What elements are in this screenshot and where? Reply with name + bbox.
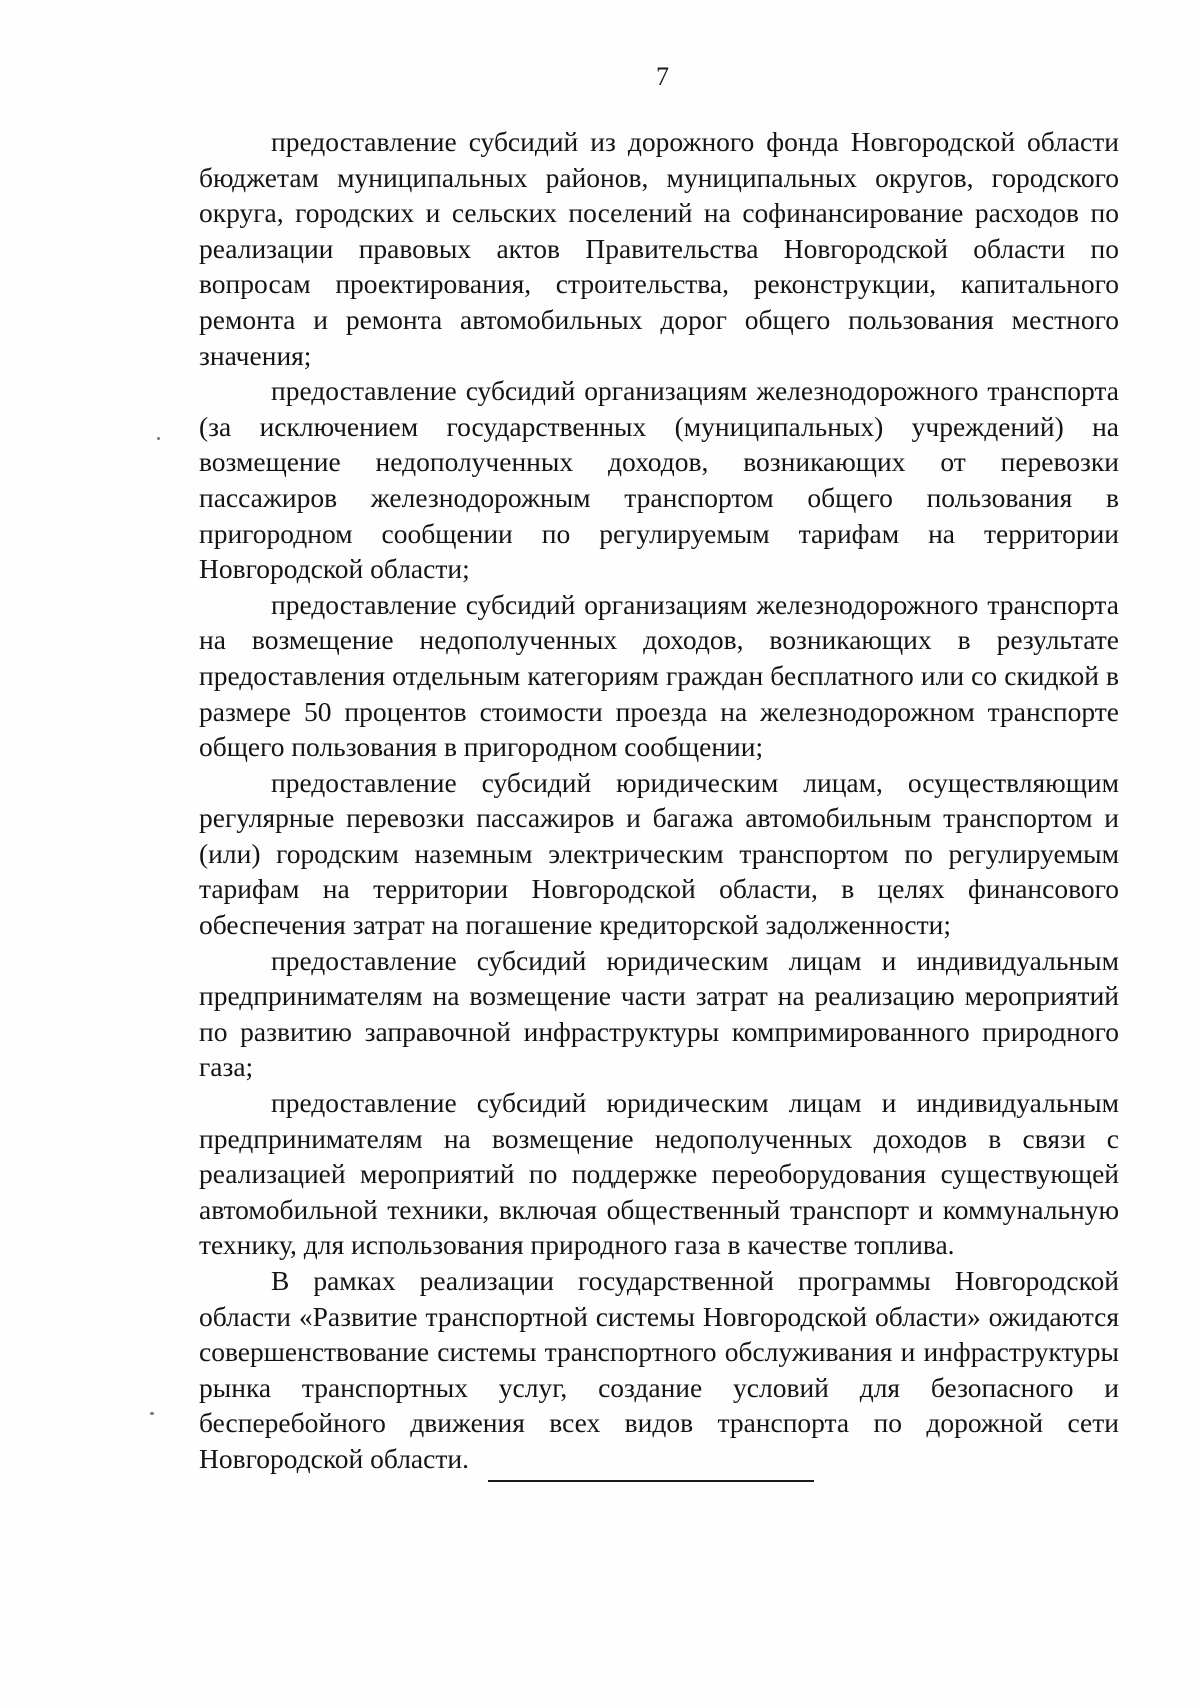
paragraph-railway-subsidies-discounts: предоставление субсидий организациям железнодорожного транспорта на возмещение недополученных доходов, возникающих в результате предоставления отдельным категориям граждан бесплатного или со скидкой в размере 50 процентов стоимости проезда на железнодорожном транспорте общего пользования в пригородном сообщении;	[199, 588, 1119, 763]
paragraph-gas-infrastructure-subsidies: предоставление субсидий юридическим лицам и индивидуальным предпринимателям на возмещение части затрат на реализацию мероприятий по развитию заправочной инфраструктуры компримированного природного газа;	[199, 944, 1119, 1083]
paragraph-railway-subsidies-tariffs: предоставление субсидий организациям железнодорожного транспорта (за исключением государственных (муниципальных) учреждений) на возмещение недополученных доходов, возникающих от перевозки пассажиров железнодорожным транспортом общего пользования в пригородном сообщении по регулируемым тарифам на территории Новгородской области;	[199, 375, 1119, 585]
scan-speck	[157, 437, 160, 440]
end-of-text-rule	[488, 1480, 814, 1482]
paragraph-program-expectations: В рамках реализации государственной программы Новгородской области «Развитие транспортной системы Новгородской области» ожидаются совершенствование системы транспортного обслуживания и инфраструктуры рынка транспортных услуг, создание условий для безопасного и бесперебойного движения всех видов транспорта по дорожной сети Новгородской области.	[199, 1265, 1119, 1474]
paragraph-gas-conversion-subsidies: предоставление субсидий юридическим лицам и индивидуальным предпринимателям на возмещение недополученных доходов в связи с реализацией мероприятий по поддержке переоборудования существующей автомобильной техники, включая общественный транспорт и коммунальную технику, для использования природного газа в качестве топлива.	[199, 1087, 1119, 1261]
scan-speck	[150, 1412, 154, 1415]
document-body	[199, 124, 1119, 1477]
paragraph-bus-tram-subsidies: предоставление субсидий юридическим лицам, осуществляющим регулярные перевозки пассажиров и багажа автомобильным транспортом и (или) городским наземным электрическим транспортом по регулируемым тарифам на территории Новгородской области, в целях финансового обеспечения затрат на погашение кредиторской задолженности;	[199, 766, 1119, 941]
page-number: 7	[656, 62, 669, 91]
paragraph-road-fund-subsidies: предоставление субсидий из дорожного фонда Новгородской области бюджетам муниципальных районов, муниципальных округов, городского округа, городских и сельских поселений на софинансирование расходов по реализации правовых актов Правительства Новгородской области по вопросам проектирования, строительства, реконструкции, капитального ремонта и ремонта автомобильных дорог общего пользования местного значения;	[199, 126, 1119, 371]
